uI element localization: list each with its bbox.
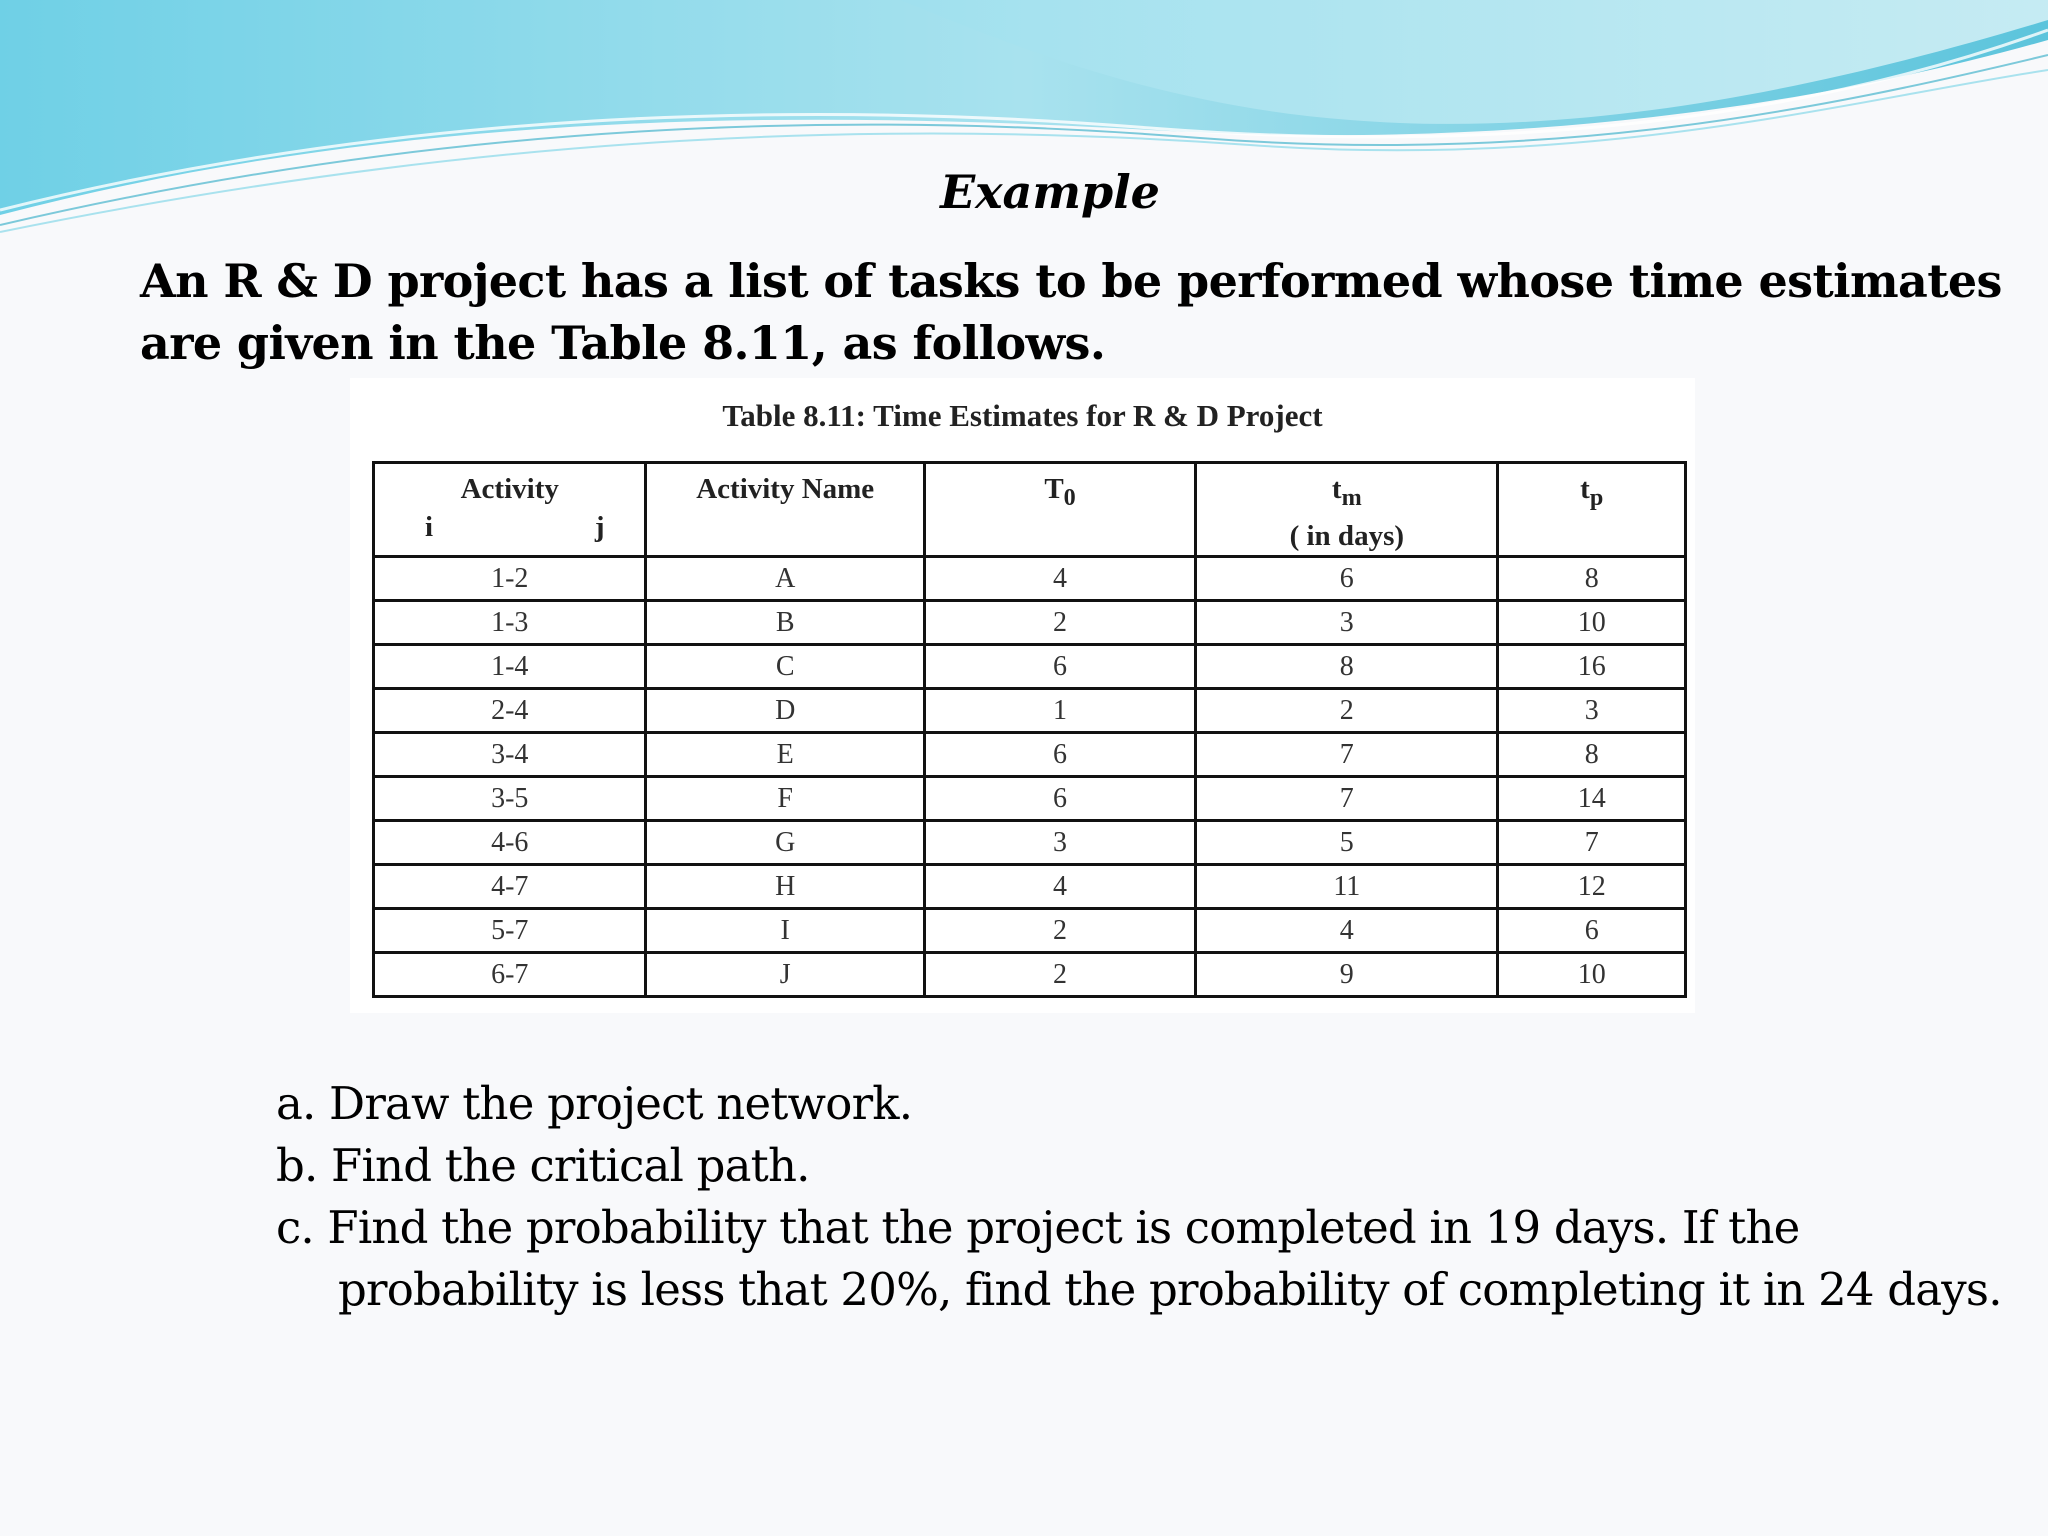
slide-title: Example bbox=[940, 165, 1160, 219]
cell-to: 6 bbox=[924, 776, 1195, 820]
cell-activity: 4-6 bbox=[374, 820, 646, 864]
cell-to: 4 bbox=[924, 556, 1195, 600]
cell-activity: 6-7 bbox=[374, 952, 646, 996]
cell-name: J bbox=[646, 952, 924, 996]
cell-tp: 10 bbox=[1498, 600, 1686, 644]
cell-tm: 3 bbox=[1196, 600, 1498, 644]
cell-tm: 6 bbox=[1196, 556, 1498, 600]
header-to-sub: 0 bbox=[1063, 483, 1076, 511]
cell-name: B bbox=[646, 600, 924, 644]
cell-to: 4 bbox=[924, 864, 1195, 908]
cell-tp: 6 bbox=[1498, 908, 1686, 952]
header-activity-name: Activity Name bbox=[646, 463, 924, 557]
cell-to: 2 bbox=[924, 600, 1195, 644]
table-row bbox=[374, 864, 1686, 908]
question-a: a. Draw the project network. bbox=[276, 1077, 913, 1130]
cell-to: 2 bbox=[924, 908, 1195, 952]
cell-to: 6 bbox=[924, 732, 1195, 776]
question-c-line1: c. Find the probability that the project is completed in 19 days. If the bbox=[276, 1201, 1800, 1254]
header-tm-main: t bbox=[1331, 473, 1342, 505]
table-row bbox=[374, 952, 1686, 996]
cell-name: H bbox=[646, 864, 924, 908]
cell-tm: 7 bbox=[1196, 732, 1498, 776]
cell-tm: 7 bbox=[1196, 776, 1498, 820]
table-header-row bbox=[374, 463, 1686, 557]
table-row bbox=[374, 644, 1686, 688]
cell-tm: 4 bbox=[1196, 908, 1498, 952]
cell-name: I bbox=[646, 908, 924, 952]
question-c-line2: probability is less that 20%, find the probability of completing it in 24 days. bbox=[338, 1263, 2002, 1316]
header-tp bbox=[1498, 463, 1686, 557]
cell-to: 2 bbox=[924, 952, 1195, 996]
cell-to: 3 bbox=[924, 820, 1195, 864]
header-activity-label: Activity bbox=[460, 473, 559, 505]
table-row bbox=[374, 600, 1686, 644]
cell-activity: 2-4 bbox=[374, 688, 646, 732]
cell-activity: 5-7 bbox=[374, 908, 646, 952]
table-row bbox=[374, 556, 1686, 600]
cell-tm: 8 bbox=[1196, 644, 1498, 688]
question-list bbox=[276, 1073, 2036, 1321]
header-ij bbox=[375, 508, 644, 546]
cell-name: A bbox=[646, 556, 924, 600]
cell-name: F bbox=[646, 776, 924, 820]
table-caption: Table 8.11: Time Estimates for R & D Project bbox=[722, 398, 1323, 433]
cell-tm: 11 bbox=[1196, 864, 1498, 908]
cell-tp: 8 bbox=[1498, 732, 1686, 776]
header-i: i bbox=[425, 511, 434, 543]
cell-to: 6 bbox=[924, 644, 1195, 688]
cell-activity: 1-3 bbox=[374, 600, 646, 644]
cell-name: E bbox=[646, 732, 924, 776]
cell-name: G bbox=[646, 820, 924, 864]
header-j: j bbox=[594, 511, 605, 543]
question-b: b. Find the critical path. bbox=[276, 1139, 810, 1192]
cell-tp: 14 bbox=[1498, 776, 1686, 820]
cell-tp: 16 bbox=[1498, 644, 1686, 688]
cell-tp: 8 bbox=[1498, 556, 1686, 600]
header-tm-unit: ( in days) bbox=[1289, 519, 1405, 552]
header-tm bbox=[1196, 463, 1498, 557]
cell-name: D bbox=[646, 688, 924, 732]
table-row bbox=[374, 732, 1686, 776]
table-row bbox=[374, 688, 1686, 732]
cell-tm: 2 bbox=[1196, 688, 1498, 732]
header-to bbox=[924, 463, 1195, 557]
cell-name: C bbox=[646, 644, 924, 688]
cell-tm: 5 bbox=[1196, 820, 1498, 864]
intro-paragraph: An R & D project has a list of tasks to be performed whose time estimates are given in the Table 8.11, as follows. bbox=[140, 254, 2002, 370]
cell-tp: 12 bbox=[1498, 864, 1686, 908]
time-estimates-table bbox=[372, 461, 1687, 998]
header-activity bbox=[374, 463, 646, 557]
cell-tp: 3 bbox=[1498, 688, 1686, 732]
table-figure bbox=[350, 378, 1695, 1013]
header-tp-main: t bbox=[1580, 473, 1590, 505]
cell-activity: 1-2 bbox=[374, 556, 646, 600]
cell-to: 1 bbox=[924, 688, 1195, 732]
cell-activity: 1-4 bbox=[374, 644, 646, 688]
cell-activity: 3-5 bbox=[374, 776, 646, 820]
header-tm-sub: m bbox=[1341, 483, 1362, 511]
cell-activity: 4-7 bbox=[374, 864, 646, 908]
cell-tm: 9 bbox=[1196, 952, 1498, 996]
table-row bbox=[374, 820, 1686, 864]
table-row bbox=[374, 776, 1686, 820]
header-tp-sub: p bbox=[1589, 483, 1604, 511]
header-to-main: T bbox=[1044, 473, 1064, 505]
table-row bbox=[374, 908, 1686, 952]
cell-tp: 7 bbox=[1498, 820, 1686, 864]
cell-tp: 10 bbox=[1498, 952, 1686, 996]
cell-activity: 3-4 bbox=[374, 732, 646, 776]
